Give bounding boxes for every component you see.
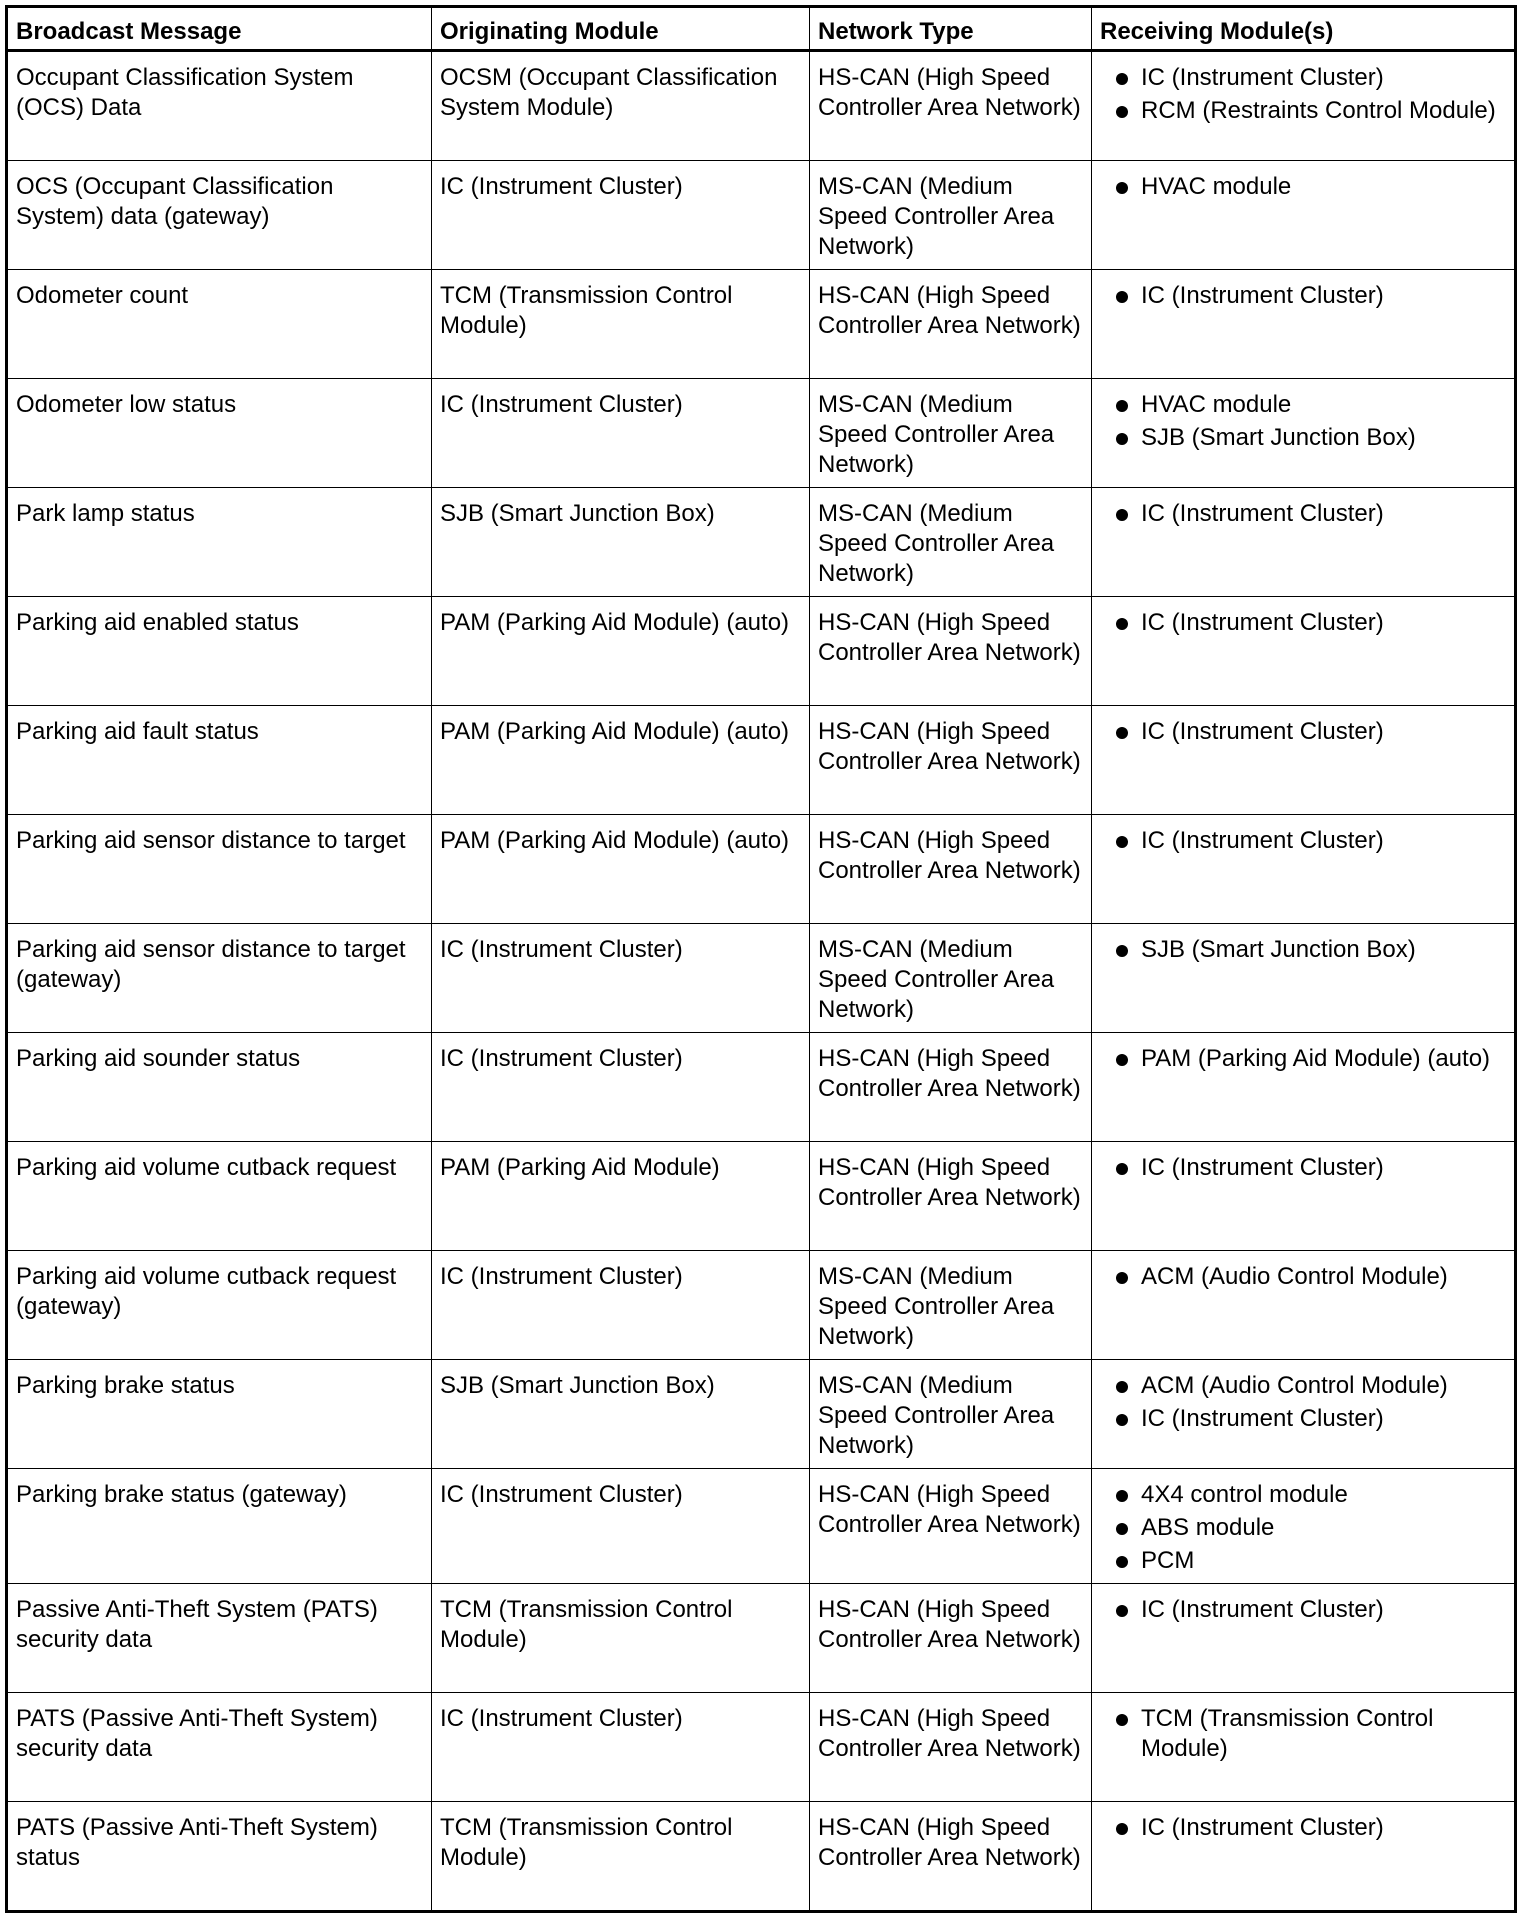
cell-broadcast-message: Parking aid volume cutback request — [7, 1142, 432, 1251]
table-row — [7, 1469, 1516, 1584]
cell-broadcast-message: Park lamp status — [7, 488, 432, 597]
cell-receiving-modules — [1092, 1142, 1516, 1251]
cell-network-type: MS-CAN (Medium Speed Controller Area Network) — [810, 1360, 1092, 1469]
table-row — [7, 597, 1516, 706]
list-item — [1110, 390, 1506, 420]
receiving-module-label: IC (Instrument Cluster) — [1141, 64, 1384, 91]
cell-receiving-modules — [1092, 1360, 1516, 1469]
bullet-icon — [1116, 1714, 1128, 1726]
cell-network-type: HS-CAN (High Speed Controller Area Network) — [810, 706, 1092, 815]
bullet-icon — [1116, 509, 1128, 521]
list-item — [1110, 281, 1506, 311]
receiving-module-list — [1110, 1371, 1506, 1434]
cell-broadcast-message: Parking aid enabled status — [7, 597, 432, 706]
broadcast-message-table-container — [5, 5, 1514, 1913]
cell-receiving-modules — [1092, 1802, 1516, 1912]
list-item — [1110, 826, 1506, 856]
receiving-module-label: ABS module — [1141, 1514, 1275, 1541]
bullet-icon — [1116, 1381, 1128, 1393]
receiving-module-label: SJB (Smart Junction Box) — [1141, 424, 1416, 451]
table-body — [7, 51, 1516, 1912]
cell-network-type: HS-CAN (High Speed Controller Area Network) — [810, 597, 1092, 706]
receiving-module-label: PAM (Parking Aid Module) (auto) — [1141, 1045, 1491, 1072]
list-item — [1110, 1371, 1506, 1401]
bullet-icon — [1116, 1414, 1128, 1426]
header-originating-module: Originating Module — [432, 7, 810, 51]
cell-broadcast-message: Parking aid volume cutback request (gateway) — [7, 1251, 432, 1360]
header-broadcast-message: Broadcast Message — [7, 7, 432, 51]
cell-network-type: HS-CAN (High Speed Controller Area Network) — [810, 1802, 1092, 1912]
cell-broadcast-message: Parking aid sounder status — [7, 1033, 432, 1142]
list-item — [1110, 423, 1506, 453]
cell-originating-module: IC (Instrument Cluster) — [432, 1251, 810, 1360]
cell-network-type: MS-CAN (Medium Speed Controller Area Network) — [810, 488, 1092, 597]
cell-network-type: HS-CAN (High Speed Controller Area Network) — [810, 815, 1092, 924]
receiving-module-list — [1110, 1262, 1506, 1292]
cell-receiving-modules — [1092, 51, 1516, 161]
cell-network-type: MS-CAN (Medium Speed Controller Area Network) — [810, 161, 1092, 270]
receiving-module-label: TCM (Transmission Control Module) — [1141, 1705, 1434, 1762]
cell-broadcast-message: Parking aid sensor distance to target — [7, 815, 432, 924]
cell-network-type: MS-CAN (Medium Speed Controller Area Network) — [810, 379, 1092, 488]
list-item — [1110, 608, 1506, 638]
cell-receiving-modules — [1092, 161, 1516, 270]
cell-network-type: HS-CAN (High Speed Controller Area Network) — [810, 1693, 1092, 1802]
bullet-icon — [1116, 1605, 1128, 1617]
bullet-icon — [1116, 1490, 1128, 1502]
table-row — [7, 924, 1516, 1033]
cell-receiving-modules — [1092, 1469, 1516, 1584]
bullet-icon — [1116, 1823, 1128, 1835]
bullet-icon — [1116, 1272, 1128, 1284]
cell-broadcast-message: Occupant Classification System (OCS) Data — [7, 51, 432, 161]
bullet-icon — [1116, 1556, 1128, 1568]
cell-network-type: HS-CAN (High Speed Controller Area Network) — [810, 1033, 1092, 1142]
table-row — [7, 488, 1516, 597]
cell-originating-module: SJB (Smart Junction Box) — [432, 488, 810, 597]
receiving-module-list — [1110, 608, 1506, 638]
receiving-module-list — [1110, 1704, 1506, 1764]
cell-originating-module: TCM (Transmission Control Module) — [432, 270, 810, 379]
list-item — [1110, 1704, 1506, 1764]
table-row — [7, 1802, 1516, 1912]
cell-originating-module: PAM (Parking Aid Module) (auto) — [432, 706, 810, 815]
cell-broadcast-message: Parking aid fault status — [7, 706, 432, 815]
table-row — [7, 1251, 1516, 1360]
table-row — [7, 1033, 1516, 1142]
list-item — [1110, 1262, 1506, 1292]
bullet-icon — [1116, 945, 1128, 957]
cell-receiving-modules — [1092, 1251, 1516, 1360]
receiving-module-label: HVAC module — [1141, 173, 1292, 200]
receiving-module-list — [1110, 390, 1506, 453]
receiving-module-label: PCM — [1141, 1547, 1195, 1574]
cell-originating-module: SJB (Smart Junction Box) — [432, 1360, 810, 1469]
table-row — [7, 270, 1516, 379]
cell-broadcast-message: Parking brake status — [7, 1360, 432, 1469]
bullet-icon — [1116, 1054, 1128, 1066]
header-network-type: Network Type — [810, 7, 1092, 51]
receiving-module-label: IC (Instrument Cluster) — [1141, 1405, 1384, 1432]
cell-broadcast-message: Parking brake status (gateway) — [7, 1469, 432, 1584]
cell-network-type: MS-CAN (Medium Speed Controller Area Network) — [810, 924, 1092, 1033]
receiving-module-label: IC (Instrument Cluster) — [1141, 718, 1384, 745]
bullet-icon — [1116, 1163, 1128, 1175]
list-item — [1110, 1153, 1506, 1183]
table-row — [7, 51, 1516, 161]
receiving-module-label: IC (Instrument Cluster) — [1141, 1596, 1384, 1623]
table-row — [7, 815, 1516, 924]
cell-originating-module: PAM (Parking Aid Module) (auto) — [432, 815, 810, 924]
cell-receiving-modules — [1092, 706, 1516, 815]
list-item — [1110, 1813, 1506, 1843]
cell-receiving-modules — [1092, 270, 1516, 379]
cell-broadcast-message: Passive Anti-Theft System (PATS) security data — [7, 1584, 432, 1693]
cell-broadcast-message: PATS (Passive Anti-Theft System) status — [7, 1802, 432, 1912]
receiving-module-list — [1110, 1595, 1506, 1625]
bullet-icon — [1116, 727, 1128, 739]
cell-broadcast-message: Parking aid sensor distance to target (gateway) — [7, 924, 432, 1033]
cell-originating-module: IC (Instrument Cluster) — [432, 379, 810, 488]
receiving-module-list — [1110, 499, 1506, 529]
bullet-icon — [1116, 291, 1128, 303]
cell-receiving-modules — [1092, 1033, 1516, 1142]
bullet-icon — [1116, 433, 1128, 445]
receiving-module-label: 4X4 control module — [1141, 1481, 1348, 1508]
list-item — [1110, 63, 1506, 93]
list-item — [1110, 1404, 1506, 1434]
bullet-icon — [1116, 1523, 1128, 1535]
receiving-module-label: IC (Instrument Cluster) — [1141, 1154, 1384, 1181]
cell-network-type: HS-CAN (High Speed Controller Area Network) — [810, 1584, 1092, 1693]
cell-receiving-modules — [1092, 924, 1516, 1033]
list-item — [1110, 172, 1506, 202]
receiving-module-label: IC (Instrument Cluster) — [1141, 827, 1384, 854]
cell-originating-module: TCM (Transmission Control Module) — [432, 1584, 810, 1693]
receiving-module-list — [1110, 1044, 1506, 1074]
table-row — [7, 1693, 1516, 1802]
receiving-module-list — [1110, 717, 1506, 747]
cell-originating-module: OCSM (Occupant Classification System Module) — [432, 51, 810, 161]
list-item — [1110, 1595, 1506, 1625]
list-item — [1110, 717, 1506, 747]
table-row — [7, 706, 1516, 815]
receiving-module-label: IC (Instrument Cluster) — [1141, 609, 1384, 636]
list-item — [1110, 1513, 1506, 1543]
table-row — [7, 161, 1516, 270]
cell-broadcast-message: Odometer count — [7, 270, 432, 379]
receiving-module-label: ACM (Audio Control Module) — [1141, 1372, 1448, 1399]
bullet-icon — [1116, 618, 1128, 630]
bullet-icon — [1116, 836, 1128, 848]
cell-broadcast-message: OCS (Occupant Classification System) data (gateway) — [7, 161, 432, 270]
cell-originating-module: IC (Instrument Cluster) — [432, 161, 810, 270]
cell-network-type: HS-CAN (High Speed Controller Area Network) — [810, 270, 1092, 379]
cell-originating-module: PAM (Parking Aid Module) (auto) — [432, 597, 810, 706]
receiving-module-label: SJB (Smart Junction Box) — [1141, 936, 1416, 963]
receiving-module-list — [1110, 172, 1506, 202]
receiving-module-list — [1110, 1480, 1506, 1576]
broadcast-message-table — [5, 5, 1517, 1913]
header-receiving-modules: Receiving Module(s) — [1092, 7, 1516, 51]
cell-broadcast-message: Odometer low status — [7, 379, 432, 488]
bullet-icon — [1116, 182, 1128, 194]
receiving-module-label: ACM (Audio Control Module) — [1141, 1263, 1448, 1290]
cell-receiving-modules — [1092, 815, 1516, 924]
cell-network-type: HS-CAN (High Speed Controller Area Network) — [810, 1469, 1092, 1584]
list-item — [1110, 1546, 1506, 1576]
cell-network-type: HS-CAN (High Speed Controller Area Network) — [810, 1142, 1092, 1251]
table-row — [7, 1142, 1516, 1251]
receiving-module-label: HVAC module — [1141, 391, 1292, 418]
list-item — [1110, 1480, 1506, 1510]
receiving-module-list — [1110, 1153, 1506, 1183]
cell-originating-module: PAM (Parking Aid Module) — [432, 1142, 810, 1251]
receiving-module-list — [1110, 935, 1506, 965]
cell-originating-module: IC (Instrument Cluster) — [432, 1469, 810, 1584]
cell-originating-module: IC (Instrument Cluster) — [432, 1033, 810, 1142]
table-row — [7, 379, 1516, 488]
cell-network-type: MS-CAN (Medium Speed Controller Area Network) — [810, 1251, 1092, 1360]
table-header-row — [7, 7, 1516, 51]
cell-originating-module: TCM (Transmission Control Module) — [432, 1802, 810, 1912]
bullet-icon — [1116, 400, 1128, 412]
cell-network-type: HS-CAN (High Speed Controller Area Network) — [810, 51, 1092, 161]
list-item — [1110, 935, 1506, 965]
table-row — [7, 1360, 1516, 1469]
receiving-module-label: IC (Instrument Cluster) — [1141, 500, 1384, 527]
cell-receiving-modules — [1092, 1584, 1516, 1693]
cell-originating-module: IC (Instrument Cluster) — [432, 924, 810, 1033]
cell-receiving-modules — [1092, 1693, 1516, 1802]
receiving-module-label: IC (Instrument Cluster) — [1141, 1814, 1384, 1841]
cell-receiving-modules — [1092, 597, 1516, 706]
bullet-icon — [1116, 106, 1128, 118]
cell-broadcast-message: PATS (Passive Anti-Theft System) security data — [7, 1693, 432, 1802]
bullet-icon — [1116, 73, 1128, 85]
table-row — [7, 1584, 1516, 1693]
receiving-module-list — [1110, 63, 1506, 126]
list-item — [1110, 1044, 1506, 1074]
receiving-module-label: RCM (Restraints Control Module) — [1141, 97, 1496, 124]
receiving-module-list — [1110, 826, 1506, 856]
receiving-module-label: IC (Instrument Cluster) — [1141, 282, 1384, 309]
cell-receiving-modules — [1092, 379, 1516, 488]
receiving-module-list — [1110, 281, 1506, 311]
receiving-module-list — [1110, 1813, 1506, 1843]
list-item — [1110, 96, 1506, 126]
cell-originating-module: IC (Instrument Cluster) — [432, 1693, 810, 1802]
list-item — [1110, 499, 1506, 529]
cell-receiving-modules — [1092, 488, 1516, 597]
